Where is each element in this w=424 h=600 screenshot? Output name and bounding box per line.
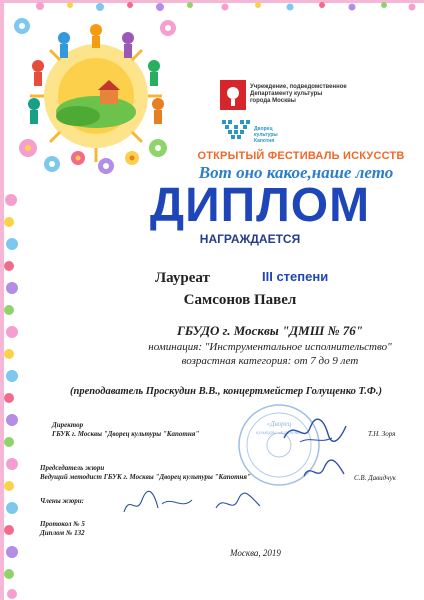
palace-logo-line-1: Дворец bbox=[254, 126, 273, 132]
diploma-title: ДИПЛОМ bbox=[149, 179, 371, 232]
school-name: ГБУДО г. Москвы "ДМШ № 76" bbox=[177, 323, 363, 338]
palace-logo-line-3: Капотня bbox=[254, 138, 275, 144]
jury-chair-label-line-1: Председатель жюри bbox=[40, 464, 105, 472]
age-category-text: возрастная категория: от 7 до 9 лет bbox=[181, 355, 359, 367]
protocol-number: Протокол № 5 bbox=[40, 520, 85, 528]
degree-label: III степени bbox=[262, 269, 329, 284]
awarded-label: НАГРАЖДАЕТСЯ bbox=[199, 232, 301, 246]
jury-members-signatures bbox=[120, 486, 270, 522]
diploma-number: Диплом № 132 bbox=[40, 529, 85, 537]
moscow-emblem-icon bbox=[220, 80, 246, 110]
teacher-text: (преподаватель Проскудин В.В., концертмейстер Голущенко Т.Ф.) bbox=[70, 386, 382, 397]
director-label-line-1: Директор bbox=[52, 421, 84, 429]
records-block bbox=[40, 520, 85, 538]
director-label-line-2: ГБУК г. Москвы "Дворец культуры "Капотня" bbox=[52, 430, 200, 438]
svg-text:культуры «Капотня»: культуры «Капотня» bbox=[256, 431, 302, 436]
director-signature bbox=[280, 414, 350, 448]
nomination-text: номинация: "Инструментальное исполнительство" bbox=[148, 341, 392, 353]
director-name: Т.Н. Зоря bbox=[368, 430, 396, 438]
jury-chair-label-line-2: Ведущий методист ГБУК г. Москвы "Дворец культуры "Капотня" bbox=[40, 473, 251, 481]
laureate-label: Лауреат bbox=[155, 270, 210, 286]
org-line-1: Учреждение, подведомственное bbox=[250, 84, 347, 90]
org-line-3: города Москвы bbox=[250, 98, 296, 104]
palace-pixel-icon bbox=[222, 120, 252, 142]
city-date: Москва, 2019 bbox=[230, 548, 281, 558]
recipient-name: Самсонов Павел bbox=[183, 292, 297, 308]
jury-members-label: Члены жюри: bbox=[40, 497, 84, 505]
org-line-2: Департаменту культуры bbox=[250, 91, 323, 97]
jury-chair-signature bbox=[300, 456, 350, 486]
svg-text:«Дворец: «Дворец bbox=[266, 420, 292, 428]
festival-emblem-illustration bbox=[8, 8, 183, 183]
jury-chair-label bbox=[40, 464, 251, 482]
festival-title: ОТКРЫТЫЙ ФЕСТИВАЛЬ ИСКУССТВ bbox=[197, 150, 405, 162]
festival-subtitle: Вот оно какое,наше лето bbox=[198, 163, 394, 182]
palace-logo-line-2: культуры bbox=[254, 132, 278, 138]
jury-chair-name: С.В. Давидчук bbox=[354, 474, 396, 482]
director-label bbox=[52, 421, 199, 439]
